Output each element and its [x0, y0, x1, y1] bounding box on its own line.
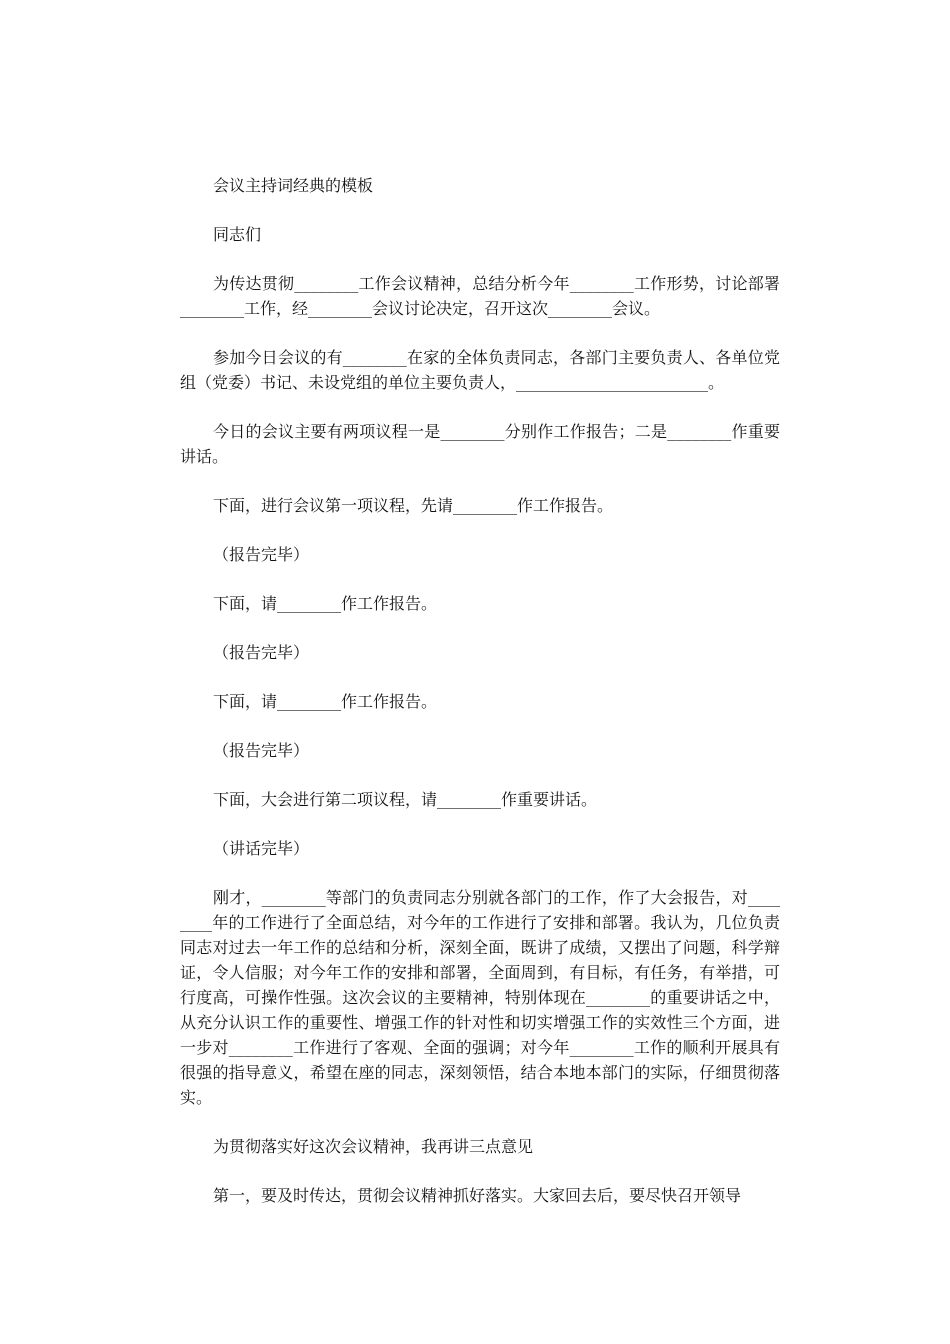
paragraph-attendees: 参加今日会议的有________在家的全体负责同志，各部门主要负责人、各单位党组（党委）书记、未设党组的单位主要负责人，________________________。	[180, 348, 780, 392]
document-body	[180, 173, 780, 1232]
paragraph-agenda: 今日的会议主要有两项议程一是________分别作工作报告；二是________作重要讲话。	[180, 422, 780, 466]
paragraph-purpose: 为传达贯彻________工作会议精神，总结分析今年________工作形势，讨论部署________工作，经________会议讨论决定，召开这次________会议。	[180, 274, 780, 318]
paragraph-report-done-3: （报告完毕）	[213, 741, 310, 760]
paragraph-three-points-intro: 为贯彻落实好这次会议精神，我再讲三点意见	[213, 1137, 534, 1156]
document-title: 会议主持词经典的模板	[213, 176, 374, 195]
paragraph-report-done-1: （报告完毕）	[213, 545, 310, 564]
paragraph-speech-done: （讲话完毕）	[213, 839, 310, 858]
paragraph-first-item: 下面，进行会议第一项议程，先请________作工作报告。	[213, 496, 614, 515]
paragraph-second-item: 下面，大会进行第二项议程，请________作重要讲话。	[213, 790, 598, 809]
paragraph-greeting: 同志们	[213, 225, 262, 244]
paragraph-report-done-2: （报告完毕）	[213, 643, 310, 662]
paragraph-next-report-2: 下面，请________作工作报告。	[213, 692, 438, 711]
paragraph-point-one: 第一，要及时传达，贯彻会议精神抓好落实。大家回去后，要尽快召开领导	[213, 1186, 742, 1205]
paragraph-summary: 刚才，________等部门的负责同志分别就各部门的工作，作了大会报告，对________年的工作进行了全面总结，对今年的工作进行了安排和部署。我认为，几位负责同志对过去一年工作的总结和分析，深刻全面，既讲了成绩，又摆出了问题，科学辩证，令人信服；对今年工作的安排和部署，全面周到，有目标，有任务，有举措，可行度高，可操作性强。这次会议的主要精神，特别体现在________的重要讲话之中，从充分认识工作的重要性、增强工作的针对性和切实增强工作的实效性三个方面，进一步对________工作进行了客观、全面的强调；对今年________工作的顺利开展具有很强的指导意义，希望在座的同志，深刻领悟，结合本地本部门的实际，仔细贯彻落实。	[180, 888, 780, 1107]
paragraph-next-report-1: 下面，请________作工作报告。	[213, 594, 438, 613]
